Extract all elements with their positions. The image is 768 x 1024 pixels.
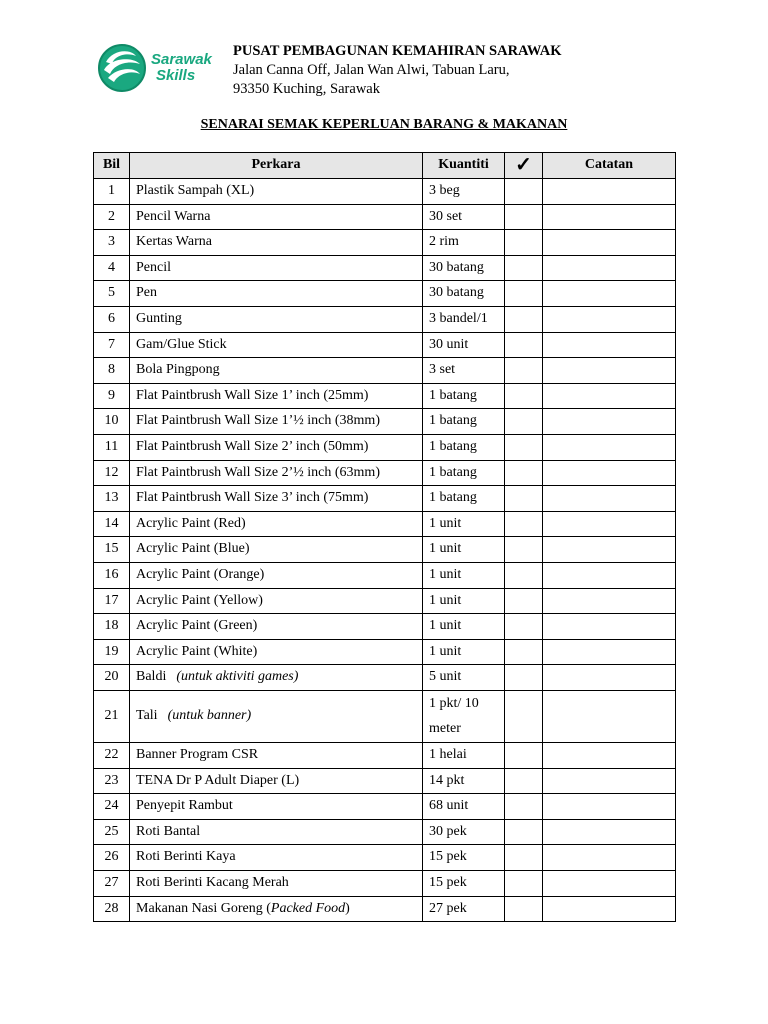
row-check-box[interactable] xyxy=(505,768,543,794)
row-check-box[interactable] xyxy=(505,409,543,435)
row-catatan[interactable] xyxy=(543,743,676,769)
row-check-box[interactable] xyxy=(505,639,543,665)
table-row xyxy=(94,871,676,897)
address-line-1: Jalan Canna Off, Jalan Wan Alwi, Tabuan Laru, xyxy=(233,62,510,78)
row-perkara-text: Gam/Glue Stick xyxy=(136,336,227,352)
row-bil: 27 xyxy=(94,871,130,897)
table-row xyxy=(94,537,676,563)
row-kuantiti: 68 unit xyxy=(423,794,505,820)
row-perkara-text: TENA Dr P Adult Diaper (L) xyxy=(136,772,300,788)
row-perkara xyxy=(130,562,423,588)
row-perkara-text: Pencil Warna xyxy=(136,208,211,224)
row-kuantiti: 15 pek xyxy=(423,871,505,897)
row-perkara xyxy=(130,511,423,537)
table-row xyxy=(94,819,676,845)
table-row xyxy=(94,588,676,614)
row-check-box[interactable] xyxy=(505,690,543,742)
row-bil: 25 xyxy=(94,819,130,845)
row-perkara-text: Acrylic Paint (Blue) xyxy=(136,541,250,557)
row-bil: 24 xyxy=(94,794,130,820)
table-row xyxy=(94,409,676,435)
row-bil: 23 xyxy=(94,768,130,794)
row-kuantiti: 1 batang xyxy=(423,486,505,512)
table-row xyxy=(94,383,676,409)
row-catatan[interactable] xyxy=(543,179,676,205)
table-row xyxy=(94,204,676,230)
logo-text-line1: Sarawak xyxy=(151,51,212,68)
row-perkara xyxy=(130,639,423,665)
table-row xyxy=(94,460,676,486)
row-kuantiti: 1 batang xyxy=(423,409,505,435)
row-catatan[interactable] xyxy=(543,588,676,614)
document-title: SENARAI SEMAK KEPERLUAN BARANG & MAKANAN xyxy=(200,117,568,132)
row-perkara xyxy=(130,255,423,281)
row-catatan[interactable] xyxy=(543,204,676,230)
row-catatan[interactable] xyxy=(543,794,676,820)
header-check: ✓ xyxy=(505,153,543,179)
row-bil: 28 xyxy=(94,896,130,922)
table-row xyxy=(94,230,676,256)
table-row xyxy=(94,665,676,691)
row-bil: 21 xyxy=(94,690,130,742)
row-check-box[interactable] xyxy=(505,230,543,256)
row-kuantiti: 30 set xyxy=(423,204,505,230)
row-bil: 12 xyxy=(94,460,130,486)
row-check-box[interactable] xyxy=(505,179,543,205)
row-kuantiti: 3 bandel/1 xyxy=(423,306,505,332)
row-perkara-note: Packed Food xyxy=(270,900,346,916)
row-perkara-suffix: ) xyxy=(345,900,350,916)
row-perkara xyxy=(130,588,423,614)
row-perkara xyxy=(130,332,423,358)
row-catatan[interactable] xyxy=(543,281,676,307)
table-row xyxy=(94,281,676,307)
row-check-box[interactable] xyxy=(505,486,543,512)
row-perkara-text: Flat Paintbrush Wall Size 2’ inch (50mm) xyxy=(136,438,369,454)
row-perkara xyxy=(130,819,423,845)
row-catatan[interactable] xyxy=(543,383,676,409)
row-check-box[interactable] xyxy=(505,819,543,845)
row-perkara xyxy=(130,204,423,230)
row-bil: 19 xyxy=(94,639,130,665)
row-kuantiti: 1 helai xyxy=(423,743,505,769)
row-bil: 9 xyxy=(94,383,130,409)
row-catatan[interactable] xyxy=(543,230,676,256)
row-check-box[interactable] xyxy=(505,588,543,614)
row-perkara-text: Acrylic Paint (Yellow) xyxy=(136,592,263,608)
row-check-box[interactable] xyxy=(505,845,543,871)
row-kuantiti: 2 rim xyxy=(423,230,505,256)
table-row xyxy=(94,179,676,205)
table-row xyxy=(94,743,676,769)
row-check-box[interactable] xyxy=(505,743,543,769)
table-row xyxy=(94,768,676,794)
row-perkara-text: Roti Berinti Kaya xyxy=(136,849,236,865)
row-perkara xyxy=(130,230,423,256)
table-row xyxy=(94,255,676,281)
row-catatan[interactable] xyxy=(543,306,676,332)
header-catatan: Catatan xyxy=(543,153,676,179)
row-perkara-text: Gunting xyxy=(136,310,182,326)
row-kuantiti: 1 unit xyxy=(423,537,505,563)
table-row xyxy=(94,511,676,537)
row-catatan[interactable] xyxy=(543,690,676,742)
row-kuantiti: 1 unit xyxy=(423,511,505,537)
row-bil: 3 xyxy=(94,230,130,256)
row-perkara xyxy=(130,871,423,897)
table-row xyxy=(94,896,676,922)
row-bil: 2 xyxy=(94,204,130,230)
row-bil: 11 xyxy=(94,434,130,460)
row-kuantiti: 3 set xyxy=(423,358,505,384)
table-row xyxy=(94,639,676,665)
row-perkara-text: Tali xyxy=(136,708,158,724)
row-perkara-text: Banner Program CSR xyxy=(136,747,259,763)
row-catatan[interactable] xyxy=(543,845,676,871)
row-catatan[interactable] xyxy=(543,871,676,897)
row-catatan[interactable] xyxy=(543,819,676,845)
row-catatan[interactable] xyxy=(543,614,676,640)
row-kuantiti: 1 batang xyxy=(423,460,505,486)
row-perkara-text: Flat Paintbrush Wall Size 2’½ inch (63mm) xyxy=(136,464,380,480)
address-line-2: 93350 Kuching, Sarawak xyxy=(233,81,380,97)
row-perkara xyxy=(130,306,423,332)
row-kuantiti: 1 unit xyxy=(423,614,505,640)
row-perkara xyxy=(130,281,423,307)
row-bil: 17 xyxy=(94,588,130,614)
row-kuantiti: 27 pek xyxy=(423,896,505,922)
row-bil: 7 xyxy=(94,332,130,358)
row-catatan[interactable] xyxy=(543,434,676,460)
table-row xyxy=(94,562,676,588)
organisation-name: PUSAT PEMBAGUNAN KEMAHIRAN SARAWAK xyxy=(233,43,562,59)
table-header-row xyxy=(94,153,676,179)
row-perkara xyxy=(130,845,423,871)
row-check-box[interactable] xyxy=(505,434,543,460)
row-catatan[interactable] xyxy=(543,486,676,512)
row-perkara-text: Bola Pingpong xyxy=(136,362,220,378)
row-catatan[interactable] xyxy=(543,255,676,281)
row-check-box[interactable] xyxy=(505,460,543,486)
logo-swirl-icon xyxy=(96,42,148,94)
row-kuantiti: 1 unit xyxy=(423,639,505,665)
table-row xyxy=(94,794,676,820)
row-catatan[interactable] xyxy=(543,639,676,665)
row-bil: 5 xyxy=(94,281,130,307)
header-perkara: Perkara xyxy=(130,153,423,179)
row-perkara xyxy=(130,434,423,460)
row-bil: 16 xyxy=(94,562,130,588)
row-kuantiti: 1 batang xyxy=(423,434,505,460)
row-perkara xyxy=(130,358,423,384)
row-catatan[interactable] xyxy=(543,511,676,537)
row-perkara-text: Acrylic Paint (Green) xyxy=(136,618,258,634)
sarawak-skills-logo xyxy=(96,42,226,94)
row-perkara xyxy=(130,179,423,205)
row-perkara xyxy=(130,486,423,512)
row-perkara xyxy=(130,794,423,820)
row-kuantiti: 30 pek xyxy=(423,819,505,845)
table-row xyxy=(94,434,676,460)
row-perkara xyxy=(130,896,423,922)
organisation-header xyxy=(233,42,562,99)
row-bil: 10 xyxy=(94,409,130,435)
logo-text-line2: Skills xyxy=(156,67,196,84)
header-kuantiti: Kuantiti xyxy=(423,153,505,179)
row-kuantiti: 14 pkt xyxy=(423,768,505,794)
row-check-box[interactable] xyxy=(505,204,543,230)
row-kuantiti: 1 pkt/ 10 meter xyxy=(423,690,505,742)
row-check-box[interactable] xyxy=(505,614,543,640)
row-perkara-text: Acrylic Paint (Red) xyxy=(136,515,246,531)
row-check-box[interactable] xyxy=(505,511,543,537)
row-perkara-text: Plastik Sampah (XL) xyxy=(136,183,255,198)
row-bil: 6 xyxy=(94,306,130,332)
row-perkara xyxy=(130,409,423,435)
row-check-box[interactable] xyxy=(505,281,543,307)
row-catatan[interactable] xyxy=(543,409,676,435)
row-kuantiti: 5 unit xyxy=(423,665,505,691)
row-kuantiti: 1 unit xyxy=(423,588,505,614)
row-kuantiti: 30 batang xyxy=(423,255,505,281)
row-perkara-text: Flat Paintbrush Wall Size 1’ inch (25mm) xyxy=(136,387,369,403)
row-bil: 14 xyxy=(94,511,130,537)
row-perkara xyxy=(130,383,423,409)
row-kuantiti: 1 unit xyxy=(423,562,505,588)
row-check-box[interactable] xyxy=(505,896,543,922)
row-perkara-note: (untuk banner) xyxy=(167,708,252,724)
row-bil: 22 xyxy=(94,743,130,769)
row-kuantiti: 15 pek xyxy=(423,845,505,871)
row-bil: 26 xyxy=(94,845,130,871)
row-perkara-text: Flat Paintbrush Wall Size 1’½ inch (38mm) xyxy=(136,413,380,429)
row-bil: 18 xyxy=(94,614,130,640)
row-perkara xyxy=(130,460,423,486)
row-perkara-text: Acrylic Paint (White) xyxy=(136,643,258,659)
table-row xyxy=(94,358,676,384)
row-check-box[interactable] xyxy=(505,306,543,332)
row-perkara-text: Penyepit Rambut xyxy=(136,798,233,814)
row-check-box[interactable] xyxy=(505,358,543,384)
row-check-box[interactable] xyxy=(505,383,543,409)
table-row xyxy=(94,332,676,358)
row-perkara-text: Pen xyxy=(136,285,157,301)
row-check-box[interactable] xyxy=(505,562,543,588)
row-perkara-text: Kertas Warna xyxy=(136,234,212,250)
row-perkara xyxy=(130,614,423,640)
row-kuantiti: 3 beg xyxy=(423,179,505,205)
row-perkara-text: Roti Berinti Kacang Merah xyxy=(136,875,289,891)
table-row xyxy=(94,690,676,742)
row-perkara-text: Acrylic Paint (Orange) xyxy=(136,566,265,582)
row-kuantiti: 30 batang xyxy=(423,281,505,307)
table-row xyxy=(94,306,676,332)
row-perkara-note: (untuk aktiviti games) xyxy=(176,669,299,685)
row-perkara-text: Roti Bantal xyxy=(136,823,201,839)
table-row xyxy=(94,845,676,871)
row-catatan[interactable] xyxy=(543,332,676,358)
row-perkara-text: Makanan Nasi Goreng ( xyxy=(136,900,271,916)
row-catatan[interactable] xyxy=(543,537,676,563)
row-perkara xyxy=(130,665,423,691)
row-perkara xyxy=(130,537,423,563)
header-bil: Bil xyxy=(94,153,130,179)
checklist-table xyxy=(93,152,676,922)
row-perkara xyxy=(130,768,423,794)
row-bil: 20 xyxy=(94,665,130,691)
row-check-box[interactable] xyxy=(505,794,543,820)
row-bil: 15 xyxy=(94,537,130,563)
row-perkara-text: Baldi xyxy=(136,669,167,685)
row-check-box[interactable] xyxy=(505,537,543,563)
row-bil: 1 xyxy=(94,179,130,205)
row-bil: 8 xyxy=(94,358,130,384)
row-perkara xyxy=(130,743,423,769)
row-bil: 4 xyxy=(94,255,130,281)
row-perkara-text: Flat Paintbrush Wall Size 3’ inch (75mm) xyxy=(136,490,369,506)
row-catatan[interactable] xyxy=(543,768,676,794)
row-catatan[interactable] xyxy=(543,665,676,691)
row-catatan[interactable] xyxy=(543,358,676,384)
row-check-box[interactable] xyxy=(505,665,543,691)
row-kuantiti: 1 batang xyxy=(423,383,505,409)
table-row xyxy=(94,486,676,512)
row-perkara xyxy=(130,690,423,742)
row-check-box[interactable] xyxy=(505,255,543,281)
table-row xyxy=(94,614,676,640)
row-catatan[interactable] xyxy=(543,460,676,486)
row-catatan[interactable] xyxy=(543,896,676,922)
row-check-box[interactable] xyxy=(505,871,543,897)
row-catatan[interactable] xyxy=(543,562,676,588)
row-check-box[interactable] xyxy=(505,332,543,358)
row-bil: 13 xyxy=(94,486,130,512)
row-perkara-text: Pencil xyxy=(136,259,171,275)
row-kuantiti: 30 unit xyxy=(423,332,505,358)
